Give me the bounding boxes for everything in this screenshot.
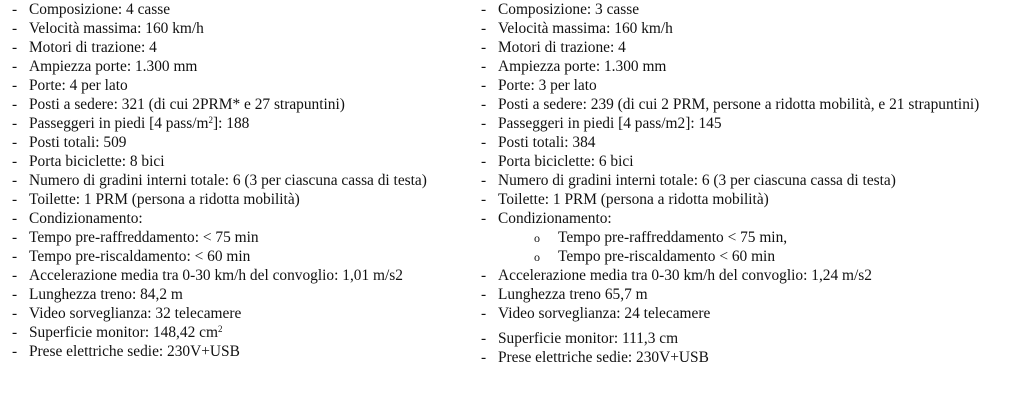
dash-marker: - [12,172,18,189]
list-item [481,190,1021,209]
spec-standing-passengers: Passeggeri in piedi [4 pass/$m^2$]: 188 [29,115,250,132]
dash-marker: - [481,305,487,322]
dash-marker: - [12,1,18,18]
list-item [481,329,1021,348]
dash-marker: - [12,210,18,227]
dash-marker: - [481,286,487,303]
spec-monitor-area: Superficie monitor: 111,3 cm [498,330,679,347]
list-item [481,266,1021,285]
list-item [12,152,487,171]
list-item [12,133,487,152]
spec-composition: Composizione: 3 casse [498,1,640,18]
dash-marker: - [12,96,18,113]
spec-door-width: Ampiezza porte: 1.300 mm [29,58,198,75]
dash-marker: - [481,58,487,75]
spec-precooling: Tempo pre-raffreddamento < 75 min, [558,229,788,246]
list-item [12,19,487,38]
list-item [481,348,1021,367]
list-item [481,19,1021,38]
spec-traction-motors: Motori di trazione: 4 [29,39,157,56]
list-item [12,228,487,247]
spec-door-width: Ampiezza porte: 1.300 mm [498,58,667,75]
spec-doors: Porte: 3 per lato [498,77,597,94]
dash-marker: - [481,172,487,189]
dash-marker: - [12,324,18,341]
list-item [12,114,487,133]
dash-marker: - [481,115,487,132]
spec-internal-steps: Numero di gradini interni totale: 6 (3 per ciascuna cassa di testa) [29,172,427,189]
spec-preheating: Tempo pre-riscaldamento < 60 min [558,248,776,265]
list-item [481,38,1021,57]
spec-precooling: Tempo pre-raffreddamento: < 75 min [29,229,259,246]
dash-marker: - [481,153,487,170]
dash-marker: - [481,1,487,18]
spec-toilet: Toilette: 1 PRM (persona a ridotta mobilità) [29,191,300,208]
list-item [481,209,1021,228]
spec-video-surveillance: Video sorveglianza: 32 telecamere [29,305,242,322]
spec-air-conditioning: Condizionamento: [29,210,143,227]
spec-seat-sockets: Prese elettriche sedie: 230V+USB [498,349,709,366]
list-item [12,95,487,114]
list-item [12,285,487,304]
spec-max-speed: Velocità massima: 160 km/h [29,20,204,37]
spec-doors: Porte: 4 per lato [29,77,128,94]
dash-marker: - [12,305,18,322]
list-item [12,209,487,228]
spec-total-seats: Posti totali: 384 [498,134,596,151]
list-item [481,95,1021,114]
spec-standing-passengers: Passeggeri in piedi [4 pass/m2]: 145 [498,115,722,132]
left-spec-list [12,0,487,361]
list-item [481,285,1021,304]
spec-toilet: Toilette: 1 PRM (persona a ridotta mobilità) [498,191,769,208]
spec-internal-steps: Numero di gradini interni totale: 6 (3 per ciascuna cassa di testa) [498,172,896,189]
list-item [12,342,487,361]
spec-monitor-area: Superficie monitor: 148,42 $cm^2$ [29,324,223,341]
dash-marker: - [12,58,18,75]
spec-video-surveillance: Video sorveglianza: 24 telecamere [498,305,711,322]
dash-marker: - [12,134,18,151]
dash-marker: - [12,153,18,170]
dash-marker: - [481,330,487,347]
dash-marker: - [12,286,18,303]
dash-marker: - [481,191,487,208]
spec-total-seats: Posti totali: 509 [29,134,127,151]
spec-acceleration: Accelerazione media tra 0-30 km/h del convoglio: 1,24 m/s2 [498,267,872,284]
list-item [12,304,487,323]
right-spec-list [481,0,1021,367]
dash-marker: - [12,39,18,56]
dash-marker: - [12,115,18,132]
dash-marker: - [12,77,18,94]
dash-marker: - [481,210,487,227]
spec-acceleration: Accelerazione media tra 0-30 km/h del convoglio: 1,01 m/s2 [29,267,403,284]
circle-bullet-icon: o [534,250,540,264]
dash-marker: - [481,96,487,113]
spec-seat-sockets: Prese elettriche sedie: 230V+USB [29,343,240,360]
circle-bullet-icon: o [534,231,540,245]
list-item [481,171,1021,190]
list-item [481,152,1021,171]
list-item [481,0,1021,19]
spec-air-conditioning: Condizionamento: [498,210,612,227]
dash-marker: - [12,191,18,208]
list-item [12,323,487,342]
dash-marker: - [12,20,18,37]
list-item [481,304,1021,323]
list-item [12,171,487,190]
spec-traction-motors: Motori di trazione: 4 [498,39,626,56]
list-item [481,76,1021,95]
list-item [12,190,487,209]
list-item [12,266,487,285]
spec-preheating: Tempo pre-riscaldamento: < 60 min [29,248,251,265]
dash-marker: - [12,229,18,246]
spec-seats: Posti a sedere: 321 (di cui 2PRM* e 27 strapuntini) [29,96,345,113]
spec-train-length: Lunghezza treno: 84,2 m [29,286,183,303]
dash-marker: - [12,267,18,284]
list-item [12,57,487,76]
sub-list-item [481,247,1021,266]
dash-marker: - [481,134,487,151]
dash-marker: - [12,248,18,265]
spec-bike-racks: Porta biciclette: 6 bici [498,153,634,170]
list-item [481,114,1021,133]
dash-marker: - [481,349,487,366]
spec-bike-racks: Porta biciclette: 8 bici [29,153,165,170]
list-item [481,57,1021,76]
list-item [481,133,1021,152]
sub-list-item [481,228,1021,247]
list-item [12,38,487,57]
dash-marker: - [481,20,487,37]
dash-marker: - [481,77,487,94]
dash-marker: - [12,343,18,360]
spec-max-speed: Velocità massima: 160 km/h [498,20,673,37]
spec-composition: Composizione: 4 casse [29,1,171,18]
dash-marker: - [481,39,487,56]
dash-marker: - [481,267,487,284]
spec-train-length: Lunghezza treno 65,7 m [498,286,648,303]
spec-seats: Posti a sedere: 239 (di cui 2 PRM, persone a ridotta mobilità, e 21 strapuntini) [498,96,980,113]
list-item [12,0,487,19]
list-item [12,76,487,95]
list-item [12,247,487,266]
